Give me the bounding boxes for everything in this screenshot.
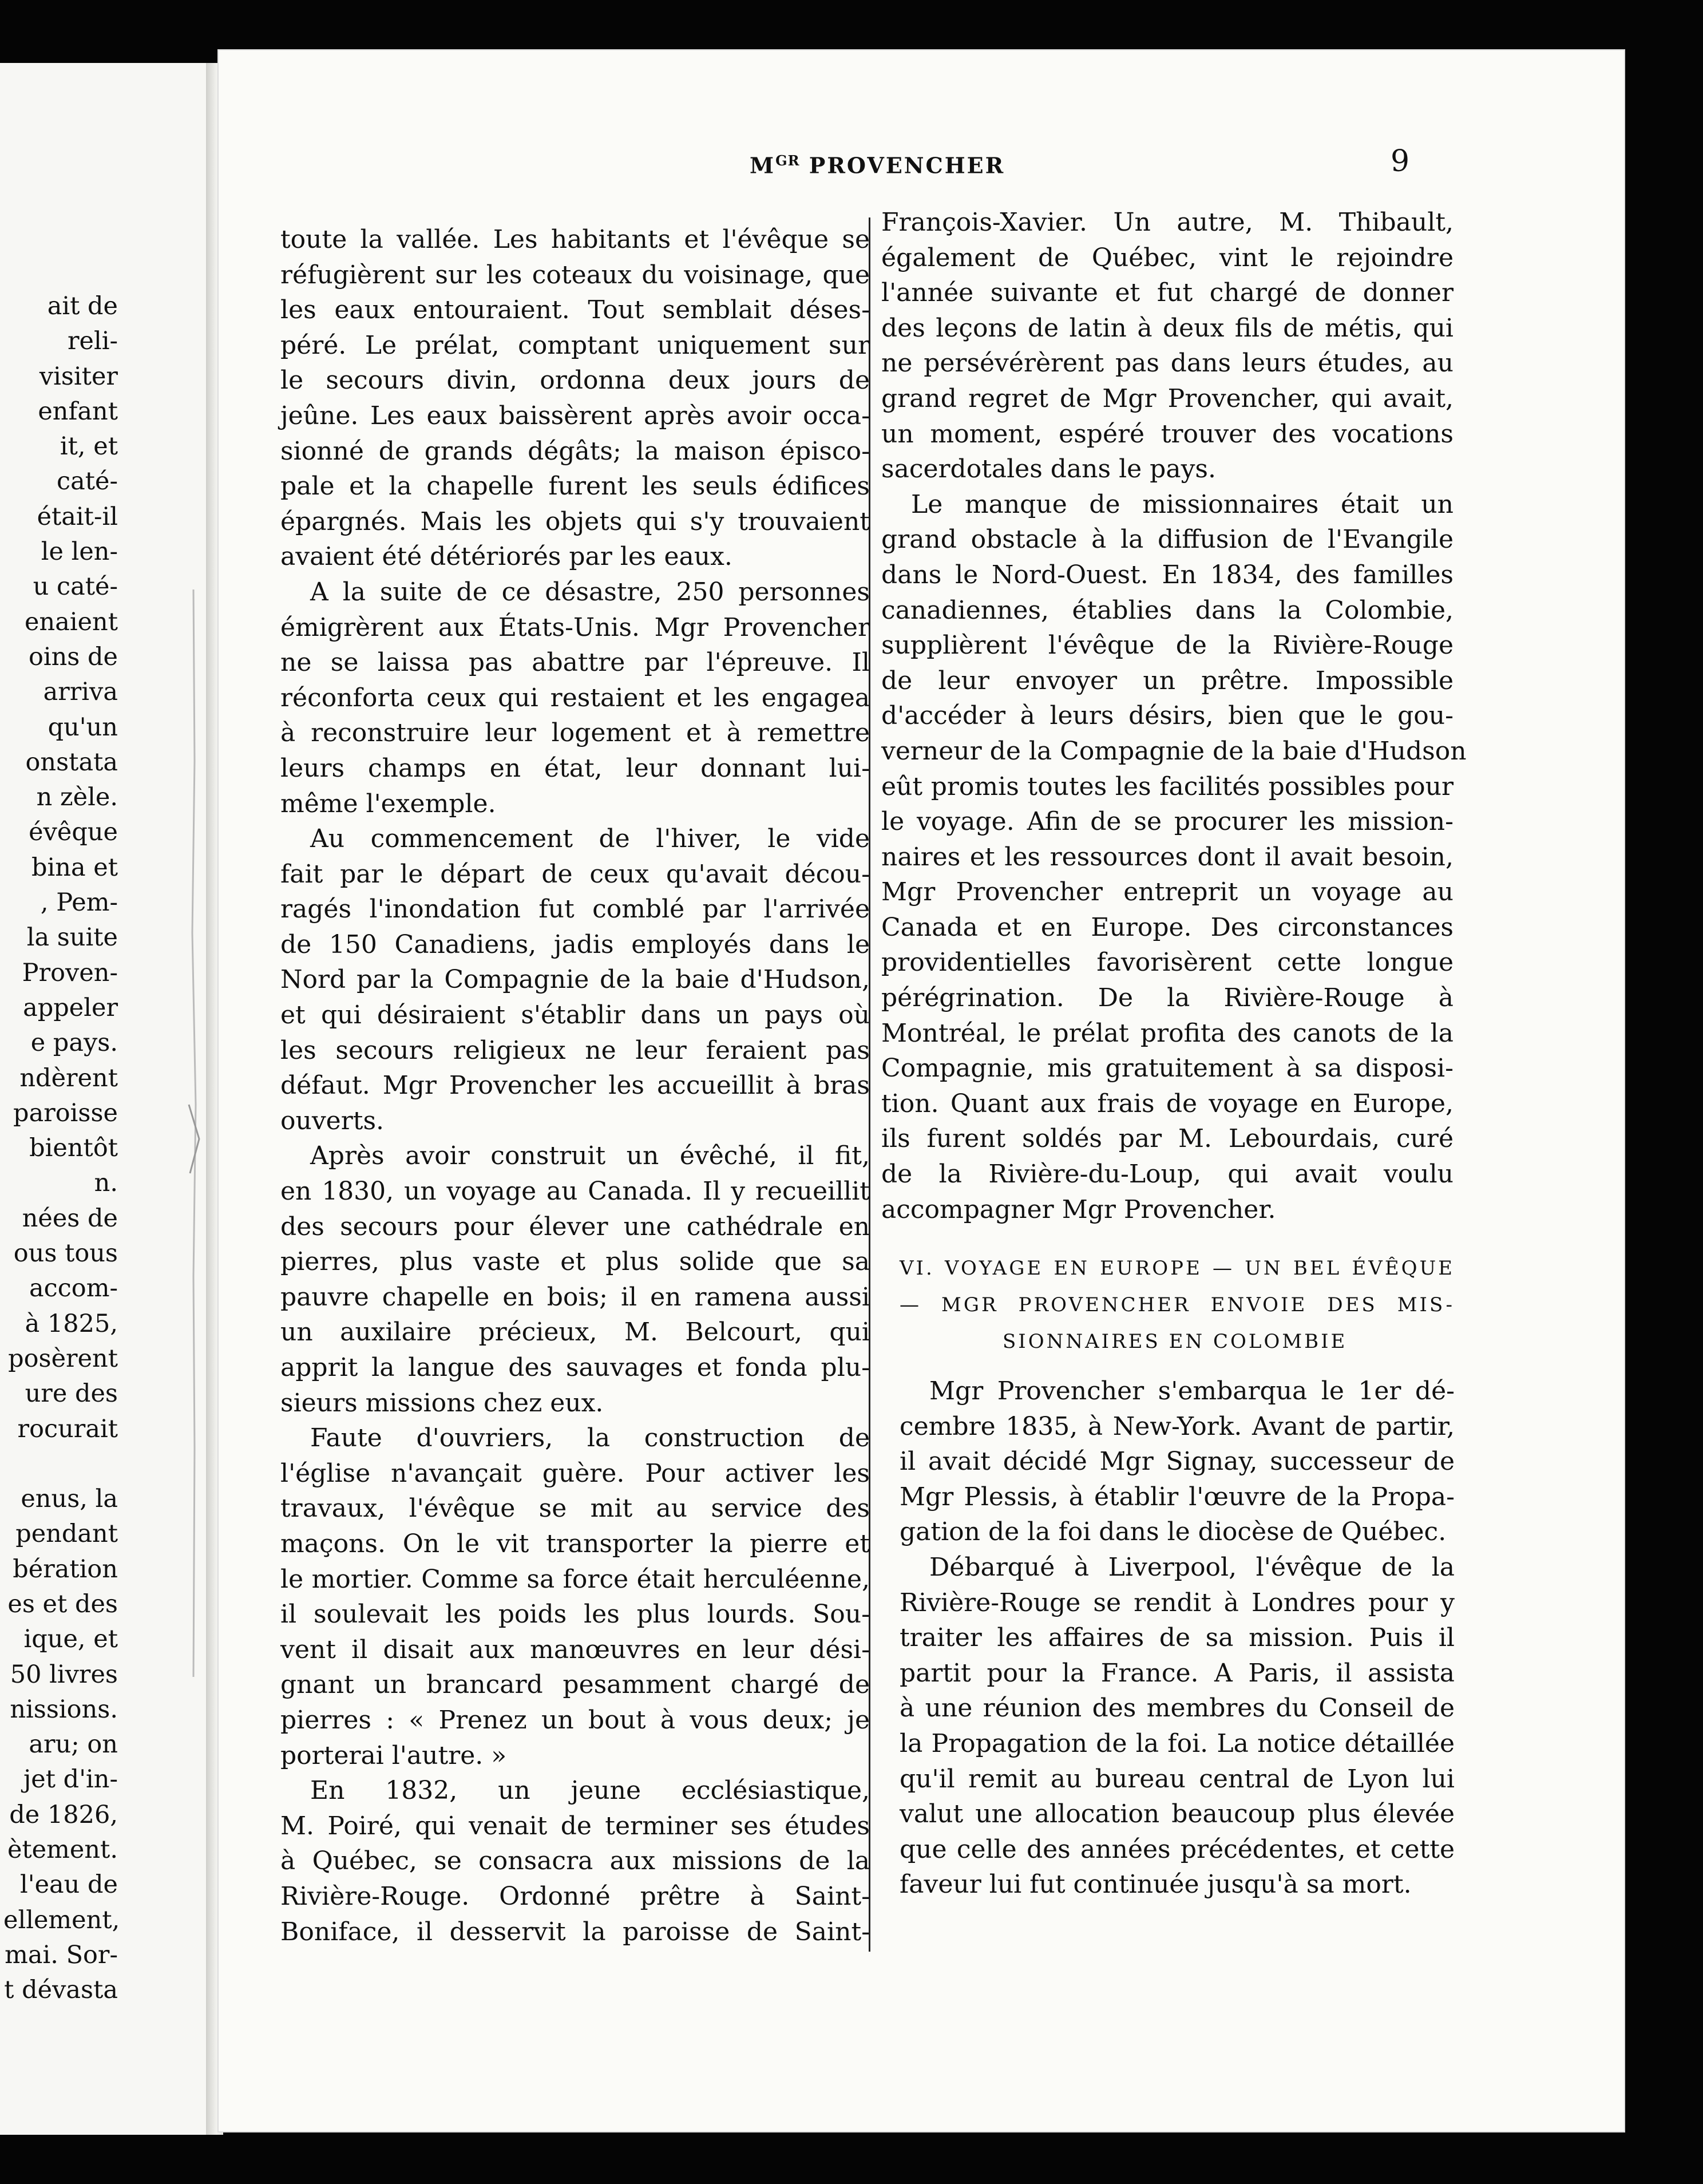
fragment-line: jet d'in- <box>23 1765 118 1794</box>
fragment-line: oins de <box>28 642 118 671</box>
fragment-line: Proven- <box>22 958 118 987</box>
text-line: grand obstacle à la diffusion de l'Evangile <box>881 525 1454 555</box>
fragment-line: it, et <box>60 432 118 461</box>
fragment-line: accom- <box>29 1274 118 1303</box>
text-column-right-top <box>881 205 1467 1227</box>
text-line: défaut. Mgr Provencher les accueillit à bras <box>280 1071 870 1101</box>
fragment-line: enus, la <box>21 1485 118 1514</box>
text-line: accompagner Mgr Provencher. <box>881 1194 1276 1224</box>
section-heading-line: — MGR PROVENCHER ENVOIE DES MIS- <box>900 1293 1455 1316</box>
text-line: le voyage. Afin de se procurer les mission- <box>881 807 1454 837</box>
fragment-line: ellement, <box>3 1905 120 1934</box>
text-line: ils furent soldés par M. Lebourdais, curé <box>881 1124 1454 1154</box>
text-line: Canada et en Europe. Des circonstances <box>881 912 1454 942</box>
text-line: traiter les affaires de sa mission. Puis il <box>900 1623 1455 1653</box>
section-heading-line: VI. VOYAGE EN EUROPE — UN BEL ÉVÊQUE <box>900 1257 1455 1280</box>
text-line: d'accéder à leurs désirs, bien que le gou- <box>881 701 1454 731</box>
text-line: toute la vallée. Les habitants et l'évêque se <box>280 225 870 254</box>
fragment-line: posèrent <box>8 1344 118 1373</box>
text-line: porterai l'autre. » <box>280 1740 507 1770</box>
fragment-line: ique, et <box>23 1625 118 1654</box>
text-line: canadiennes, établies dans la Colombie, <box>881 595 1454 625</box>
text-line: M. Poiré, qui venait de terminer ses études <box>280 1811 870 1841</box>
text-line: réfugièrent sur les coteaux du voisinage, que <box>280 260 870 290</box>
fragment-line: caté- <box>57 467 118 496</box>
fragment-line: u caté- <box>33 572 118 602</box>
text-line: épargnés. Mais les objets qui s'y trouvaient <box>280 507 870 536</box>
fragment-line: reli- <box>67 327 118 356</box>
fragment-line: ndèrent <box>19 1063 118 1093</box>
fragment-line: , Pem- <box>40 888 118 917</box>
text-line: gation de la foi dans le diocèse de Québec. <box>900 1517 1447 1547</box>
fragment-line: aru; on <box>29 1730 118 1759</box>
fragment-line: paroisse <box>13 1098 118 1127</box>
text-line: dans le Nord-Ouest. En 1834, des familles <box>881 560 1454 589</box>
section-heading <box>900 1250 1455 1360</box>
text-line: que celle des années précédentes, et cette <box>900 1834 1455 1864</box>
text-line: il avait décidé Mgr Signay, successeur de <box>900 1447 1455 1477</box>
text-line: un moment, espéré trouver des vocations <box>881 419 1454 449</box>
text-line: il soulevait les poids les plus lourds. Sou- <box>280 1600 870 1629</box>
text-line: ne persévérèrent pas dans leurs études, au <box>881 349 1454 378</box>
fragment-line: ait de <box>47 292 118 321</box>
text-line: vent il disait aux manœuvres en leur dési- <box>280 1635 870 1664</box>
text-line: la Propagation de la foi. La notice détaillée <box>900 1728 1455 1758</box>
text-line: sacerdotales dans le pays. <box>881 454 1216 484</box>
text-line: A la suite de ce désastre, 250 personnes <box>310 577 870 607</box>
text-line: Faute d'ouvriers, la construction de <box>310 1423 870 1453</box>
text-line: Nord par la Compagnie de la baie d'Hudson, <box>280 965 870 995</box>
text-line: et qui désiraient s'établir dans un pays où <box>280 1000 870 1030</box>
fragment-line: bération <box>13 1554 118 1584</box>
text-line: Mgr Provencher s'embarqua le 1er dé- <box>929 1376 1455 1406</box>
fragment-line: n. <box>94 1169 118 1198</box>
text-line: Rivière-Rouge se rendit à Londres pour y <box>900 1588 1455 1617</box>
text-line: un auxilaire précieux, M. Belcourt, qui <box>280 1317 870 1347</box>
fragment-line: à 1825, <box>25 1309 118 1338</box>
text-line: supplièrent l'évêque de la Rivière-Rouge <box>881 631 1454 660</box>
text-line: Le manque de missionnaires était un <box>911 489 1454 519</box>
text-line: ragés l'inondation fut comblé par l'arrivée <box>280 895 870 924</box>
text-line: Compagnie, mis gratuitement à sa disposi- <box>881 1054 1454 1083</box>
header-title: PROVENCHER <box>799 152 1005 179</box>
text-line: verneur de la Compagnie de la baie d'Hudson <box>881 736 1467 766</box>
text-line: Au commencement de l'hiver, le vide <box>310 824 870 854</box>
text-line: Débarqué à Liverpool, l'évêque de la <box>929 1552 1455 1582</box>
fragment-line: 50 livres <box>10 1660 118 1689</box>
fragment-line: enfant <box>38 397 118 426</box>
fragment-line: de 1826, <box>9 1800 118 1829</box>
text-line: apprit la langue des sauvages et fonda plu- <box>280 1353 870 1382</box>
text-line: naires et les ressources dont il avait besoin, <box>881 842 1454 872</box>
text-line: partit pour la France. A Paris, il assista <box>900 1658 1455 1688</box>
fragment-line: pendant <box>15 1520 118 1549</box>
fragment-line: qu'un <box>47 713 118 742</box>
fragment-line: enaient <box>25 607 118 636</box>
header-superscript: GR <box>775 152 800 169</box>
text-line: gnant un brancard pesamment chargé de <box>280 1670 870 1700</box>
text-line: à une réunion des membres du Conseil de <box>900 1694 1455 1723</box>
text-line: le mortier. Comme sa force était herculéenne, <box>280 1564 870 1594</box>
fragment-line: t dévasta <box>4 1976 118 2005</box>
text-line: Mgr Provencher entreprit un voyage au <box>881 877 1454 907</box>
fragment-line: es et des <box>7 1589 118 1619</box>
section-heading-line: SIONNAIRES EN COLOMBIE <box>1003 1330 1348 1353</box>
text-line: maçons. On le vit transporter la pierre et <box>280 1529 870 1558</box>
fragment-line: le len- <box>41 537 118 567</box>
fragment-line: visiter <box>39 362 118 391</box>
fragment-line: la suite <box>26 923 118 952</box>
text-line: pale et la chapelle furent les seuls édifices <box>280 472 870 501</box>
text-line: valut une allocation beaucoup plus élevée <box>900 1799 1455 1829</box>
fragment-line: l'eau de <box>20 1870 118 1900</box>
text-line: providentielles favorisèrent cette longue <box>881 948 1454 978</box>
text-line: Après avoir construit un évêché, il fit, <box>310 1141 870 1171</box>
text-line: jeûne. Les eaux baissèrent après avoir occa- <box>280 401 870 430</box>
text-line: travaux, l'évêque se mit au service des <box>280 1494 870 1524</box>
fragment-line: bina et <box>31 853 118 882</box>
text-line: également de Québec, vint le rejoindre <box>881 243 1454 272</box>
fragment-line: rocurait <box>17 1414 118 1443</box>
fragment-line: nissions. <box>10 1695 118 1724</box>
text-line: réconforta ceux qui restaient et les engagea <box>280 683 870 713</box>
text-line: tion. Quant aux frais de voyage en Europe, <box>881 1089 1454 1118</box>
text-line: des secours pour élever une cathédrale en <box>280 1212 870 1241</box>
text-column-right-bottom <box>900 1374 1455 1902</box>
text-line: eût promis toutes les facilités possibles pour <box>881 771 1454 801</box>
fragment-line: onstata <box>25 747 118 777</box>
page-number: 9 <box>1391 144 1410 179</box>
text-line: émigrèrent aux États-Unis. Mgr Provencher <box>280 612 870 642</box>
fragment-line: était-il <box>37 502 118 531</box>
text-line: avaient été détériorés par les eaux. <box>280 542 732 572</box>
text-line: Boniface, il desservit la paroisse de Saint- <box>280 1917 870 1946</box>
binding-thread <box>182 589 205 1677</box>
text-line: même l'exemple. <box>280 789 496 818</box>
text-line: péré. Le prélat, comptant uniquement sur <box>280 330 870 360</box>
fragment-line: appeler <box>23 993 118 1022</box>
text-line: le secours divin, ordonna deux jours de <box>280 366 870 395</box>
text-line: les secours religieux ne leur feraient pas <box>280 1035 870 1065</box>
text-line: l'année suivante et fut chargé de donner <box>881 278 1454 308</box>
text-line: des leçons de latin à deux fils de métis, qui <box>881 313 1454 343</box>
text-line: En 1832, un jeune ecclésiastique, <box>310 1776 870 1806</box>
text-line: les eaux entouraient. Tout semblait déses- <box>280 295 870 325</box>
fragment-line: n zèle. <box>36 783 118 812</box>
text-line: en 1830, un voyage au Canada. Il y recueillit <box>280 1177 870 1206</box>
fragment-line: bientôt <box>29 1134 118 1163</box>
fragment-line: e pays. <box>30 1028 118 1058</box>
fragment-line: ètement. <box>7 1835 118 1865</box>
text-line: l'église n'avançait guère. Pour activer les <box>280 1458 870 1488</box>
text-line: ouverts. <box>280 1106 385 1135</box>
running-header <box>750 152 1005 179</box>
text-line: à reconstruire leur logement et à remettre <box>280 718 870 748</box>
fragment-line: ure des <box>25 1379 118 1408</box>
text-line: pierres, plus vaste et plus solide que sa <box>280 1247 870 1277</box>
text-line: de leur envoyer un prêtre. Impossible <box>881 666 1454 695</box>
fragment-line: arriva <box>43 678 118 707</box>
text-line: de 150 Canadiens, jadis employés dans le <box>280 929 870 959</box>
fragment-line: mai. Sor- <box>5 1940 118 1969</box>
text-line: grand regret de Mgr Provencher, qui avait, <box>881 383 1454 413</box>
left-page-text <box>3 289 118 2008</box>
fragment-line <box>3 1447 118 1482</box>
text-line: faveur lui fut continuée jusqu'à sa mort. <box>900 1870 1412 1900</box>
text-line: François-Xavier. Un autre, M. Thibault, <box>881 208 1454 237</box>
fragment-line: évêque <box>29 818 118 847</box>
text-line: ne se laissa pas abattre par l'épreuve. Il <box>280 648 870 678</box>
text-line: sieurs missions chez eux. <box>280 1388 604 1418</box>
fragment-line: ous tous <box>13 1239 118 1268</box>
text-line: pérégrination. De la Rivière-Rouge à <box>881 983 1454 1013</box>
text-line: pierres : « Prenez un bout à vous deux; je <box>280 1705 870 1735</box>
text-line: Mgr Plessis, à établir l'œuvre de la Propa- <box>900 1482 1455 1512</box>
text-line: Montréal, le prélat profita des canots de la <box>881 1018 1454 1048</box>
text-line: cembre 1835, à New-York. Avant de partir, <box>900 1411 1455 1441</box>
text-line: sionné de grands dégâts; la maison épisco- <box>280 436 870 466</box>
text-line: fait par le départ de ceux qu'avait décou- <box>280 859 870 889</box>
text-line: qu'il remit au bureau central de Lyon lui <box>900 1764 1455 1794</box>
header-prefix: M <box>750 152 776 179</box>
text-line: à Québec, se consacra aux missions de la <box>280 1846 870 1876</box>
text-line: de la Rivière-du-Loup, qui avait voulu <box>881 1160 1454 1189</box>
fragment-line: nées de <box>22 1204 118 1233</box>
text-column-left <box>280 222 870 1949</box>
text-line: Rivière-Rouge. Ordonné prêtre à Saint- <box>280 1881 870 1911</box>
text-line: leurs champs en état, leur donnant lui- <box>280 753 870 783</box>
text-line: pauvre chapelle en bois; il en ramena aussi <box>280 1282 870 1312</box>
